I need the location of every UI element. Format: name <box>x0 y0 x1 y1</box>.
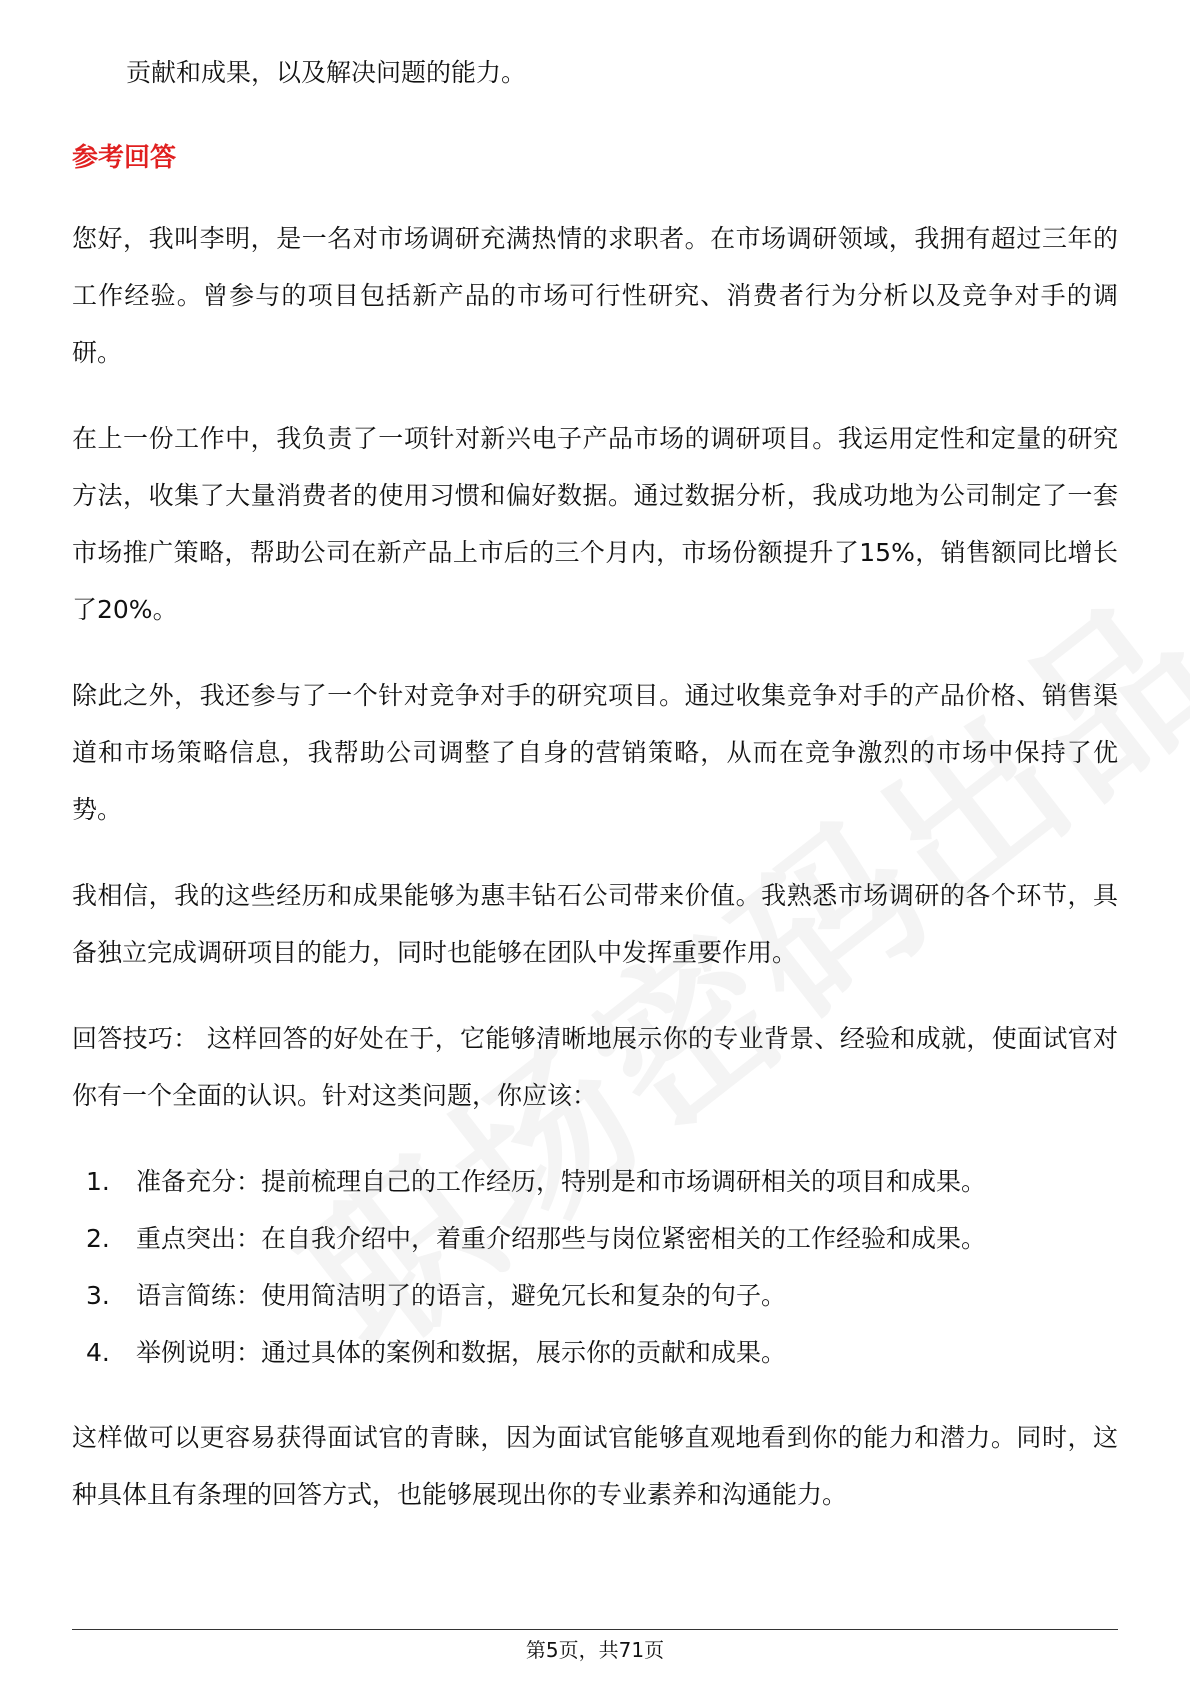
page-content <box>72 44 1118 1552</box>
answer-paragraph-1: 您好，我叫李明，是一名对市场调研充满热情的求职者。在市场调研领域，我拥有超过三年的工作经验。曾参与的项目包括新产品的市场可行性研究、消费者行为分析以及竞争对手的调研。 <box>72 224 1118 367</box>
list-item-text: 语言简练：使用简洁明了的语言，避免冗长和复杂的句子。 <box>136 1281 787 1310</box>
list-item <box>72 1324 1118 1381</box>
list-item-text: 准备充分：提前梳理自己的工作经历，特别是和市场调研相关的项目和成果。 <box>136 1167 987 1196</box>
list-item-number: 3. <box>86 1281 110 1310</box>
answer-paragraph-2: 在上一份工作中，我负责了一项针对新兴电子产品市场的调研项目。我运用定性和定量的研究方法，收集了大量消费者的使用习惯和偏好数据。通过数据分析，我成功地为公司制定了一套市场推广策略，帮助公司在新产品上市后的三个月内，市场份额提升了15%，销售额同比增长了20%。 <box>72 424 1118 624</box>
list-item-text: 举例说明：通过具体的案例和数据，展示你的贡献和成果。 <box>136 1338 787 1367</box>
list-item <box>72 1210 1118 1267</box>
list-item <box>72 1267 1118 1324</box>
list-item-number: 2. <box>86 1224 110 1253</box>
tips-list <box>72 1153 1118 1381</box>
list-item <box>72 1153 1118 1210</box>
tips-intro-paragraph: 回答技巧： 这样回答的好处在于，它能够清晰地展示你的专业背景、经验和成就，使面试官对你有一个全面的认识。针对这类问题，你应该： <box>72 1024 1118 1110</box>
answer-paragraph-3: 除此之外，我还参与了一个针对竞争对手的研究项目。通过收集竞争对手的产品价格、销售渠道和市场策略信息，我帮助公司调整了自身的营销策略，从而在竞争激烈的市场中保持了优势。 <box>72 681 1118 824</box>
footer-divider <box>72 1629 1118 1630</box>
page-number-footer: 第5页，共71页 <box>525 1638 665 1662</box>
answer-paragraph-4: 我相信，我的这些经历和成果能够为惠丰钻石公司带来价值。我熟悉市场调研的各个环节，具备独立完成调研项目的能力，同时也能够在团队中发挥重要作用。 <box>72 881 1118 967</box>
list-item-number: 4. <box>86 1338 110 1367</box>
list-item-number: 1. <box>86 1167 110 1196</box>
section-title: 参考回答 <box>72 143 177 173</box>
intro-tail-paragraph: 贡献和成果，以及解决问题的能力。 <box>126 58 527 87</box>
closing-paragraph: 这样做可以更容易获得面试官的青睐，因为面试官能够直观地看到你的能力和潜力。同时，这种具体且有条理的回答方式，也能够展现出你的专业素养和沟通能力。 <box>72 1423 1118 1509</box>
list-item-text: 重点突出：在自我介绍中，着重介绍那些与岗位紧密相关的工作经验和成果。 <box>136 1224 987 1253</box>
